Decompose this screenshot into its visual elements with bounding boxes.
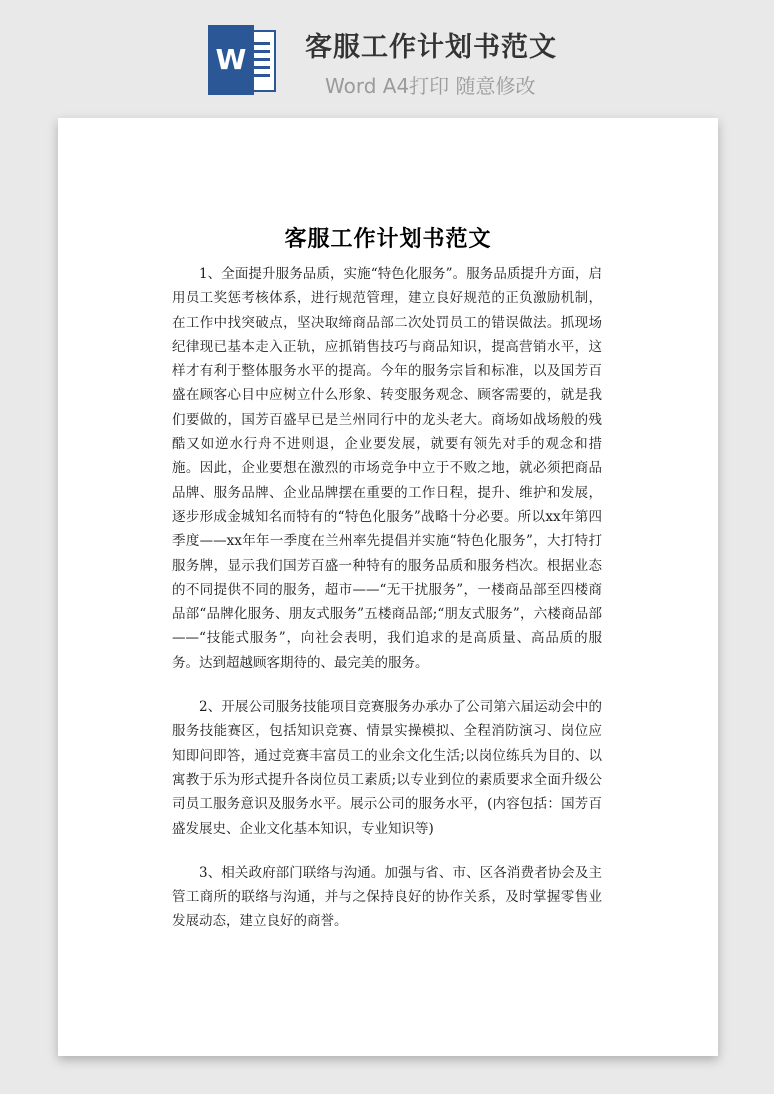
- word-document-icon: [208, 25, 276, 95]
- word-letter-badge: W: [208, 25, 254, 95]
- document-body: [172, 262, 602, 954]
- document-page: [58, 118, 718, 1056]
- paragraph-3: 3、相关政府部门联络与沟通。加强与省、市、区各消费者协会及主管工商所的联络与沟通，并与之保持良好的协作关系，及时掌握零售业发展动态，建立良好的商誉。: [172, 864, 602, 930]
- paragraph-2: 2、开展公司服务技能项目竞赛服务办承办了公司第六届运动会中的服务技能赛区，包括知识竞赛、情景实操模拟、全程消防演习、岗位应知即问即答，通过竞赛丰富员工的业余文化生活;以岗位练兵为目的、以寓教于乐为形式提升各岗位员工素质;以专业到位的素质要求全面升级公司员工服务意识及服务水平。展示公司的服务水平，(内容包括：国芳百盛发展史、企业文化基本知识，专业知识等): [172, 699, 602, 837]
- header-subtitle: Word A4打印 随意修改: [325, 74, 536, 98]
- paragraph-1: 1、全面提升服务品质，实施“特色化服务”。服务品质提升方面，启用员工奖惩考核体系，进行规范管理，建立良好规范的正负激励机制，在工作中找突破点，坚决取缔商品部二次处罚员工的错误做法。抓现场纪律现已基本走入正轨，应抓销售技巧与商品知识，提高营销水平，这样才有利于整体服务水平的提高。今年的服务宗旨和标准，以及国芳百盛在顾客心目中应树立什么形象、转变服务观念、顾客需要的，就是我们要做的，国芳百盛早已是兰州同行中的龙头老大。商场如战场般的残酷又如逆水行舟不进则退，企业要发展，就要有领先对手的观念和措施。因此，企业要想在激烈的市场竞争中立于不败之地，就必须把商品品牌、服务品牌、企业品牌摆在重要的工作日程，提升、维护和发展，逐步形成金城知名而特有的“特色化服务”战略十分必要。所以xx年第四季度——xx年年一季度在兰州率先提倡并实施“特色化服务”，大打特打服务牌，显示我们国芳百盛一种特有的服务品质和服务档次。根据业态的不同提供不同的服务，超市——“无干扰服务”，一楼商品部至四楼商品部“品牌化服务、朋友式服务”五楼商品部;“朋友式服务”，六楼商品部——“技能式服务”，向社会表明，我们追求的是高质量、高品质的服务。达到超越顾客期待的、最完美的服务。: [172, 266, 602, 671]
- header-title: 客服工作计划书范文: [305, 32, 557, 63]
- document-title: 客服工作计划书范文: [284, 226, 492, 252]
- header-banner: [0, 0, 774, 110]
